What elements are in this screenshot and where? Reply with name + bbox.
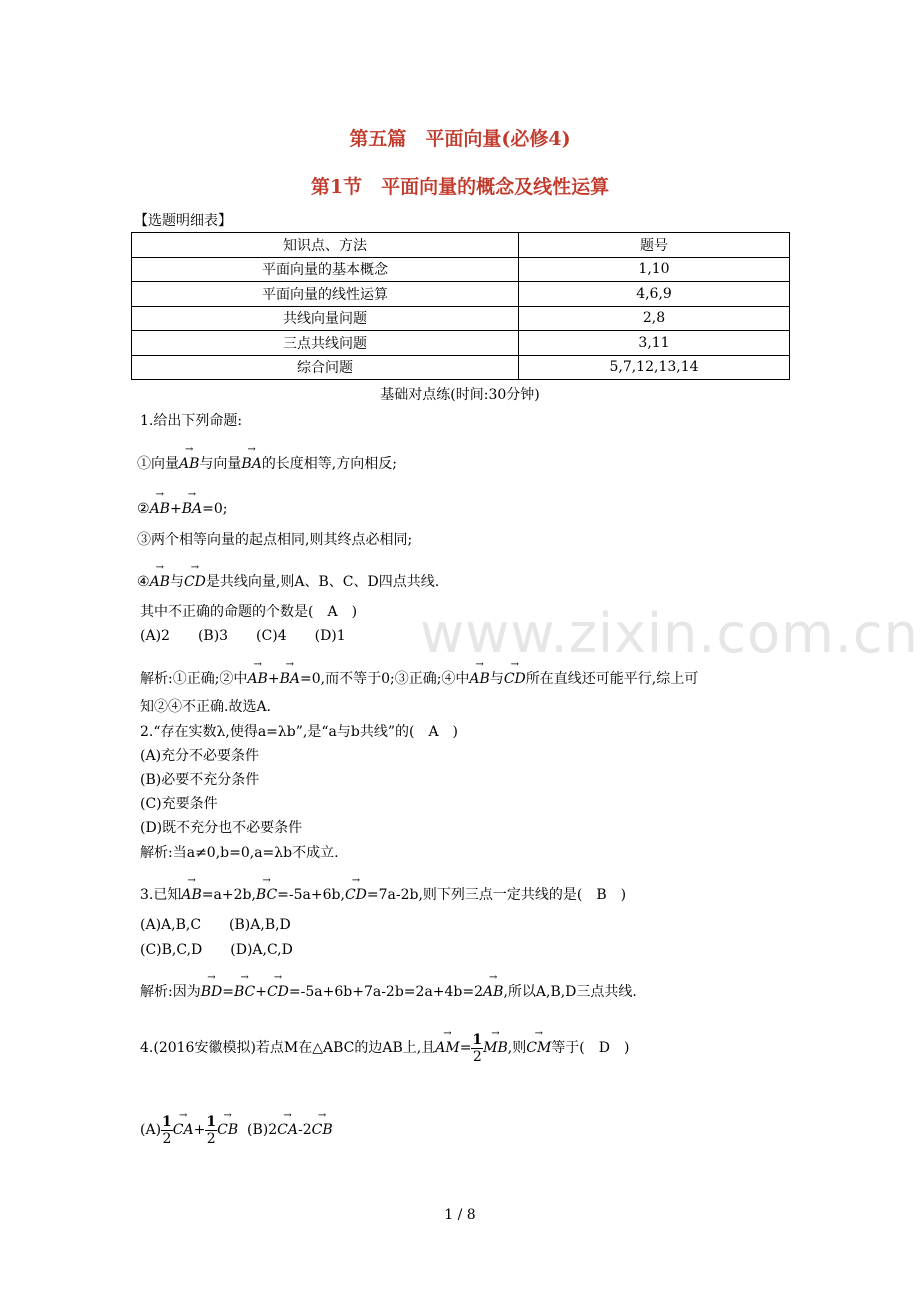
vector-cd: → CD — [504, 670, 526, 688]
q3-options-row-1: (A)A,B,C (B)A,B,D — [140, 917, 291, 933]
text: =0,而不等于0;③正确;④中 — [299, 671, 470, 687]
topic-cell: 三点共线问题 — [132, 331, 519, 356]
column-header: 题号 — [519, 233, 790, 258]
text: + — [169, 501, 182, 517]
text: + — [255, 984, 267, 1000]
question-number-cell: 2,8 — [519, 306, 790, 331]
vector-ca: → CA — [173, 1112, 194, 1148]
vector-ab: → AB — [150, 573, 170, 591]
question-number-cell: 5,7,12,13,14 — [519, 355, 790, 380]
q1-solution-line-2: 知②④不正确.故选A. — [140, 699, 272, 715]
text: + — [267, 671, 280, 687]
table-row — [132, 257, 790, 282]
table-row — [132, 282, 790, 307]
vector-ba: → BA — [241, 455, 261, 473]
q4-stem — [140, 1030, 629, 1066]
text: 所在直线还可能平行,综上可 — [525, 671, 699, 687]
option-b-label: (B)2 — [247, 1122, 278, 1138]
text: 的长度相等,方向相反; — [261, 456, 397, 472]
fraction-numerator: 1 — [206, 1113, 217, 1130]
text: 与向量 — [199, 456, 242, 472]
q2-stem: 2.“存在实数λ,使得a=λb”,是“a与b共线”的( A ) — [140, 724, 459, 740]
question-number-cell: 1,10 — [519, 257, 790, 282]
q2-option-a: (A)充分不必要条件 — [140, 748, 260, 764]
fraction-denominator: 2 — [162, 1130, 172, 1147]
table-caption: 【选题明细表】 — [134, 213, 232, 229]
text: = — [459, 1040, 472, 1056]
q3-options-row-2: (C)B,C,D (D)A,C,D — [140, 942, 293, 958]
fraction-one-half — [205, 1114, 217, 1147]
text: ①向量 — [137, 456, 179, 472]
text: 是共线向量,则A、B、C、D四点共线. — [205, 574, 440, 590]
text: ④ — [137, 574, 150, 590]
text: ,则 — [507, 1040, 527, 1056]
text: 解析:因为 — [140, 984, 201, 1000]
text: ,所以A,B,D三点共线. — [503, 984, 637, 1000]
question-number-cell: 4,6,9 — [519, 282, 790, 307]
table-row — [132, 355, 790, 380]
vector-cd: → CD — [345, 886, 367, 904]
question-number-cell: 3,11 — [519, 331, 790, 356]
text: -2 — [297, 1122, 312, 1138]
text: 与 — [489, 671, 504, 687]
q1-ask: 其中不正确的命题的个数是( A ) — [140, 604, 358, 620]
fraction-denominator: 2 — [472, 1048, 482, 1065]
q2-solution: 解析:当a≠0,b=0,a=λb不成立. — [140, 845, 339, 861]
q1-proposition-4 — [137, 573, 439, 591]
q3-solution — [140, 983, 637, 1001]
q1-stem: 1.给出下列命题: — [140, 413, 243, 429]
text: =-5a+6b+7a-2b=2a+4b=2 — [288, 984, 484, 1000]
section-title: 第1节 平面向量的概念及线性运算 — [310, 176, 610, 198]
text: =-5a+6b, — [277, 887, 345, 903]
text: 解析:①正确;②中 — [140, 671, 248, 687]
q1-proposition-3: ③两个相等向量的起点相同,则其终点必相同; — [137, 532, 413, 548]
q1-proposition-1 — [137, 455, 397, 473]
fraction-one-half — [161, 1114, 173, 1147]
topic-detail-table — [131, 232, 790, 380]
q2-option-c: (C)充要条件 — [140, 796, 218, 812]
fraction-numerator: 1 — [162, 1113, 172, 1130]
topic-cell: 共线向量问题 — [132, 306, 519, 331]
text: 等于( D ) — [551, 1040, 630, 1056]
vector-ab: → AB — [247, 670, 267, 688]
vector-ab: → AB — [179, 455, 199, 473]
text: + — [193, 1122, 206, 1138]
vector-am: → AM — [435, 1030, 459, 1066]
vector-ba: → BA — [182, 500, 202, 518]
option-a-label: (A) — [140, 1122, 162, 1138]
text: 与 — [169, 574, 184, 590]
text: =0; — [202, 501, 228, 517]
q1-options: (A)2 (B)3 (C)4 (D)1 — [140, 628, 346, 644]
text: 4.(2016安徽模拟)若点M在△ABC的边AB上,且 — [140, 1040, 436, 1056]
vector-ab: → AB — [469, 670, 489, 688]
vector-cd: → CD — [267, 983, 289, 1001]
q3-stem — [140, 886, 626, 904]
text: ② — [137, 501, 150, 517]
topic-cell: 平面向量的基本概念 — [132, 257, 519, 282]
fraction-numerator: 1 — [472, 1031, 483, 1048]
vector-cm: → CM — [526, 1030, 551, 1066]
text: =7a-2b,则下列三点一定共线的是( B ) — [366, 887, 627, 903]
vector-bd: → BD — [201, 983, 223, 1001]
text: 3.已知 — [140, 887, 182, 903]
practice-heading: 基础对点练(时间:30分钟) — [380, 387, 540, 403]
table-row — [132, 331, 790, 356]
vector-mb: → MB — [483, 1030, 508, 1066]
watermark: www.zixin.com.cn — [420, 602, 919, 665]
vector-cd: → CD — [184, 573, 206, 591]
fraction-one-half — [471, 1032, 483, 1065]
page-number: 1 / 8 — [444, 1207, 476, 1223]
table-row — [132, 306, 790, 331]
part-title: 第五篇 平面向量(必修4) — [349, 128, 571, 150]
vector-bc: → BC — [256, 886, 277, 904]
topic-cell: 平面向量的线性运算 — [132, 282, 519, 307]
vector-ab: → AB — [181, 886, 201, 904]
column-header: 知识点、方法 — [132, 233, 519, 258]
text: = — [222, 984, 234, 1000]
q4-options — [140, 1112, 333, 1148]
vector-cb: → CB — [217, 1112, 238, 1148]
q1-solution — [140, 670, 698, 688]
vector-ab: → AB — [150, 500, 170, 518]
vector-ab: → AB — [483, 983, 503, 1001]
vector-ca: → CA — [277, 1112, 298, 1148]
q1-proposition-2 — [137, 500, 227, 518]
table-header-row — [132, 233, 790, 258]
q2-option-b: (B)必要不充分条件 — [140, 772, 260, 788]
text: =a+2b, — [201, 887, 256, 903]
vector-ba: → BA — [280, 670, 300, 688]
q2-option-d: (D)既不充分也不必要条件 — [140, 820, 303, 836]
vector-bc: → BC — [234, 983, 255, 1001]
vector-cb: → CB — [312, 1112, 333, 1148]
topic-cell: 综合问题 — [132, 355, 519, 380]
fraction-denominator: 2 — [206, 1130, 216, 1147]
